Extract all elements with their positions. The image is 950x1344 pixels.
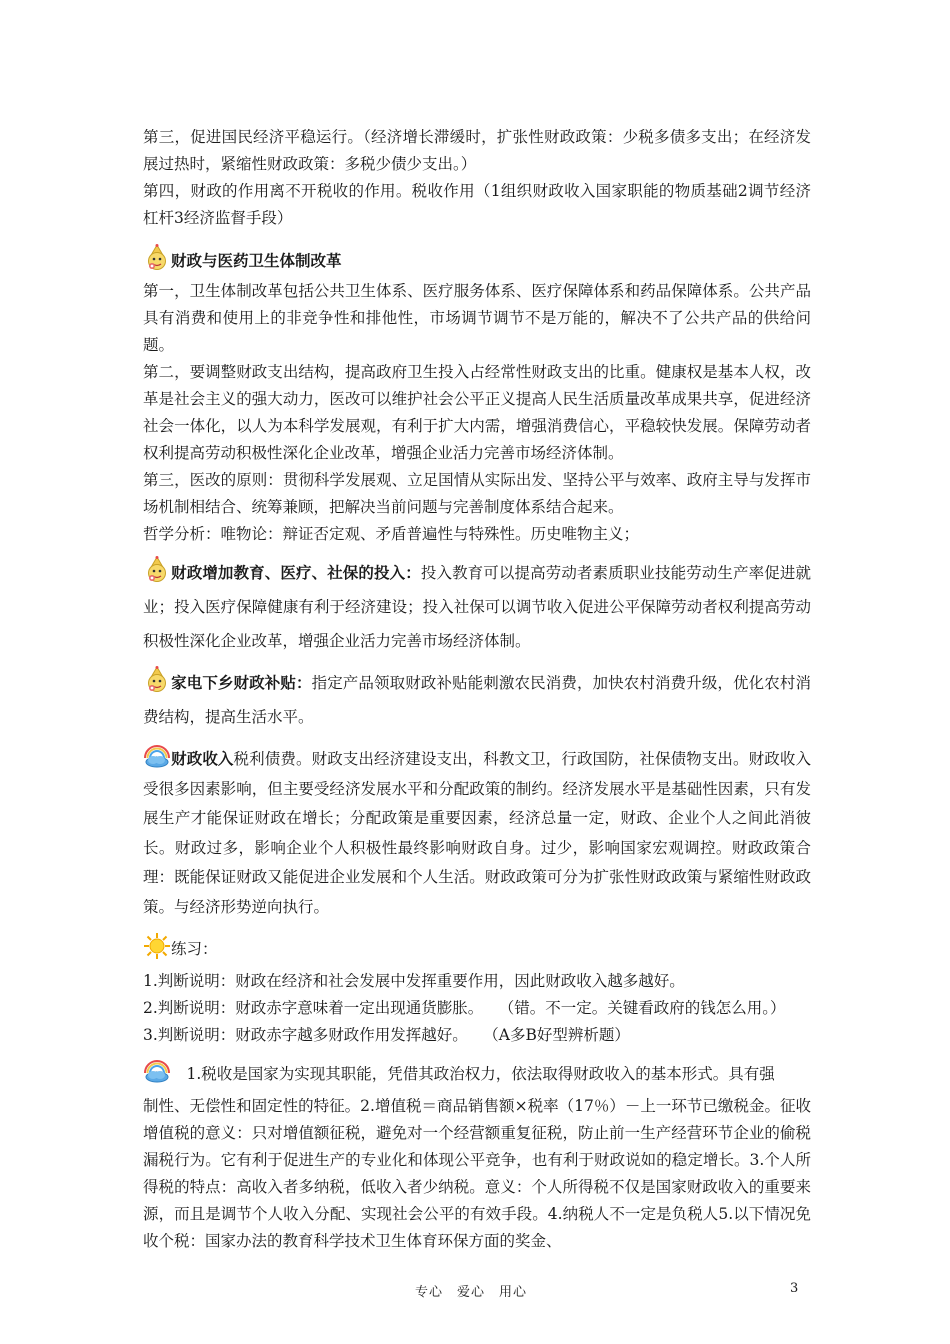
question: 1.判断说明：财政在经济和社会发展中发挥重要作用，因此财政收入越多越好。 xyxy=(143,972,685,990)
practice-label: 练习： xyxy=(171,940,218,958)
section-title: 财政与医药卫生体制改革 xyxy=(171,251,342,270)
section-heading xyxy=(143,244,811,278)
section-revenue xyxy=(143,742,811,922)
section-text: 投入教育可以提高劳动者素质职业技能劳动生产率促进就业；投入医疗保障健康有利于经济建设；投入社保可以调节收入促进公平保障劳动者权利提高劳动积极性深化企业改革，增强企业活力完善市场经济体制。 xyxy=(143,564,811,650)
rainbow-cloud-icon xyxy=(143,1057,171,1085)
rainbow-cloud-icon xyxy=(143,742,171,770)
clown-icon xyxy=(143,556,171,584)
section-subsidy xyxy=(143,666,811,734)
section-investment xyxy=(143,556,811,658)
paragraph: 第二，要调整财政支出结构，提高政府卫生投入占经常性财政支出的比重。健康权是基本人权，改革是社会主义的强大动力，医改可以维护社会公平正义提高人民生活质量改革成果共享，促进经济社会一体化，以人为本科学发展观，有利于扩大内需，增强消费信心，平稳较快发展。保障劳动者权利提高劳动积极性深化企业改革，增强企业活力完善市场经济体制。 xyxy=(143,363,811,462)
document-body xyxy=(143,124,811,1255)
paragraph: 第四，财政的作用离不开税收的作用。税收作用（1组织财政收入国家职能的物质基础2调节经济杠杆3经济监督手段） xyxy=(143,182,811,227)
section-health-reform xyxy=(143,244,811,548)
section-practice xyxy=(143,930,811,1049)
question: 2.判断说明：财政赤字意味着一定出现通货膨胀。 （错。不一定。关键看政府的钱怎么用。） xyxy=(143,999,786,1017)
footer-text: 专心 爱心 用心 xyxy=(415,1285,528,1300)
paragraph: 第三，促进国民经济平稳运行。（经济增长滞缓时，扩张性财政政策：少税多债多支出；在经济发展过热时，紧缩性财政政策：多税少债少支出。） xyxy=(143,128,811,173)
section-title: 财政增加教育、医疗、社保的投入： xyxy=(171,563,421,582)
paragraph: 第三，医改的原则：贯彻科学发展观、立足国情从实际出发、坚持公平与效率、政府主导与发挥市场机制相结合、统筹兼顾，把解决当前问题与完善制度体系结合起来。 xyxy=(143,471,811,516)
sun-icon xyxy=(143,932,171,960)
paragraph xyxy=(143,1055,811,1093)
paragraph: 制性、无偿性和固定性的特征。2.增值税＝商品销售额×税率（17％）－上一环节已缴税金。征收增值税的意义：只对增值额征税，避免对一个经营额重复征税，防止前一生产经营环节企业的偷税漏税行为。它有利于促进生产的专业化和体现公平竞争，也有利于财政说如的稳定增长。3.个人所得税的特点：高收入者多纳税，低收入者少纳税。意义：个人所得税不仅是国家财政收入的重要来源，而且是调节个人收入分配、实现社会公平的有效手段。4.纳税人不一定是负税人5.以下情况免收个税：国家办法的教育科学技术卫生体育环保方面的奖金、 xyxy=(143,1097,811,1250)
section-text: 指定产品领取财政补贴能刺激农民消费，加快农村消费升级，优化农村消费结构，提高生活水平。 xyxy=(143,674,811,726)
paragraph: 哲学分析：唯物论：辩证否定观、矛盾普遍性与特殊性。历史唯物主义； xyxy=(143,525,640,543)
paragraph xyxy=(143,666,811,734)
paragraph xyxy=(143,742,811,922)
section-lead: 1.税收是国家为实现其职能，凭借其政治权力，依法取得财政收入的基本形式。具有强 xyxy=(171,1065,775,1083)
section-text: 税利债费。财政支出经济建设支出，科教文卫，行政国防，社保债物支出。财政收入受很多因素影响，但主要受经济发展水平和分配政策的制约。经济发展水平是基础性因素，只有发展生产才能保证财政在增长；分配政策是重要因素，经济总量一定，财政、企业个人之间此消彼长。财政过多，影响企业个人积极性最终影响财政自身。过少，影响国家宏观调控。财政政策合理：既能保证财政又能促进企业发展和个人生活。财政政策可分为扩张性财政政策与紧缩性财政政策。与经济形势逆向执行。 xyxy=(143,750,811,916)
section-title: 家电下乡财政补贴： xyxy=(171,673,312,692)
section-title: 财政收入 xyxy=(171,749,234,768)
page-number: 3 xyxy=(790,1281,799,1296)
paragraph: 第一，卫生体制改革包括公共卫生体系、医疗服务体系、医疗保障体系和药品保障体系。公共产品具有消费和使用上的非竞争性和排他性，市场调节调节不是万能的，解决不了公共产品的供给问题。 xyxy=(143,282,811,354)
practice-heading xyxy=(143,930,811,968)
section-tax xyxy=(143,1055,811,1255)
clown-icon xyxy=(143,666,171,694)
clown-icon xyxy=(143,244,171,272)
paragraph xyxy=(143,556,811,658)
question: 3.判断说明：财政赤字越多财政作用发挥越好。 （A多B好型辨析题） xyxy=(143,1026,630,1044)
